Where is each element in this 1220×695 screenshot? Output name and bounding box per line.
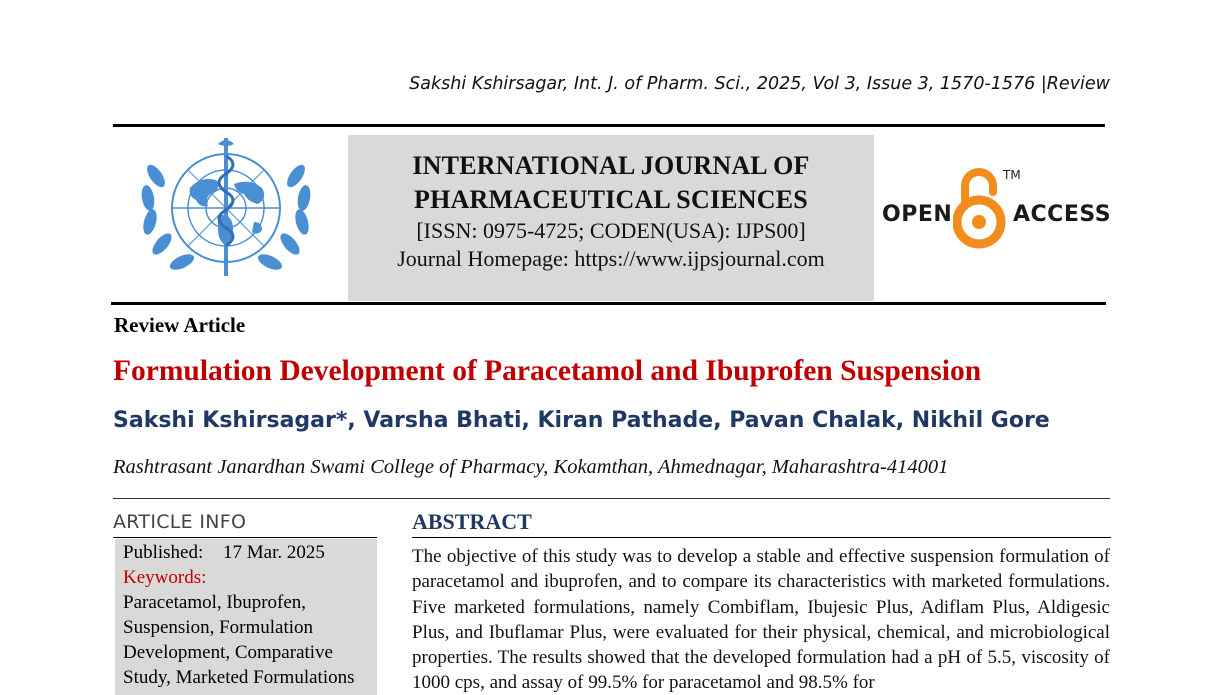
- article-type: Review Article: [114, 313, 246, 337]
- article-affiliation: Rashtrasant Janardhan Swami College of Pharmacy, Kokamthan, Ahmednagar, Maharashtra-414001: [113, 456, 949, 478]
- journal-masthead: [348, 135, 874, 301]
- published-label: Published:: [123, 542, 204, 563]
- open-access-lock-icon: [953, 166, 1009, 257]
- article-info-rule: [113, 537, 377, 538]
- open-access-word-access: ACCESS: [1013, 202, 1112, 227]
- journal-title-line-2: PHARMACEUTICAL SCIENCES: [414, 185, 808, 214]
- article-authors: Sakshi Kshirsagar*, Varsha Bhati, Kiran Pathade, Pavan Chalak, Nikhil Gore: [113, 408, 1050, 433]
- abstract-text: The objective of this study was to develop a stable and effective suspension formulation of paracetamol and ibuprofen, and to compare its characteristics with marketed formulations. Five marketed formulations, namely Combiflam, Ibujesic Plus, Adiflam Plus, Aldigesic Plus, and Ibuflamar Plus, were evaluated for their physical, chemical, and microbiological properties. The results showed that the developed formulation had a pH of 5.5, viscosity of 1000 cps, and assay of 99.5% for paracetamol and 98.5% for: [412, 546, 1110, 694]
- journal-title-line-1: INTERNATIONAL JOURNAL OF: [412, 151, 810, 180]
- open-access-trademark: TM: [1003, 168, 1021, 182]
- open-access-logo: [880, 164, 1112, 254]
- journal-homepage: Journal Homepage: https://www.ijpsjournal.com: [397, 246, 825, 271]
- abstract-heading: ABSTRACT: [412, 509, 532, 534]
- published-date: 17 Mar. 2025: [223, 542, 325, 563]
- journal-emblem-icon: [126, 136, 326, 286]
- running-head: Sakshi Kshirsagar, Int. J. of Pharm. Sci., 2025, Vol 3, Issue 3, 1570-1576 |Review: [409, 74, 1110, 94]
- article-info-heading: ARTICLE INFO: [113, 511, 247, 533]
- published-row: [123, 540, 369, 565]
- keywords-label: Keywords:: [123, 567, 207, 588]
- journal-issn: [ISSN: 0975-4725; CODEN(USA): IJPS00]: [416, 218, 806, 243]
- open-access-word-open: OPEN: [882, 202, 953, 227]
- keywords-list: Paracetamol, Ibuprofen, Suspension, Formulation Development, Comparative Study, Marketed Formulations: [123, 592, 355, 688]
- abstract-rule: [412, 537, 1111, 538]
- journal-title: [348, 149, 874, 217]
- header-bottom-rule: [111, 302, 1106, 305]
- article-info-box: [115, 539, 377, 695]
- header-top-rule: [113, 124, 1105, 127]
- affiliation-divider: [113, 498, 1110, 499]
- article-title: Formulation Development of Paracetamol and Ibuprofen Suspension: [113, 355, 982, 387]
